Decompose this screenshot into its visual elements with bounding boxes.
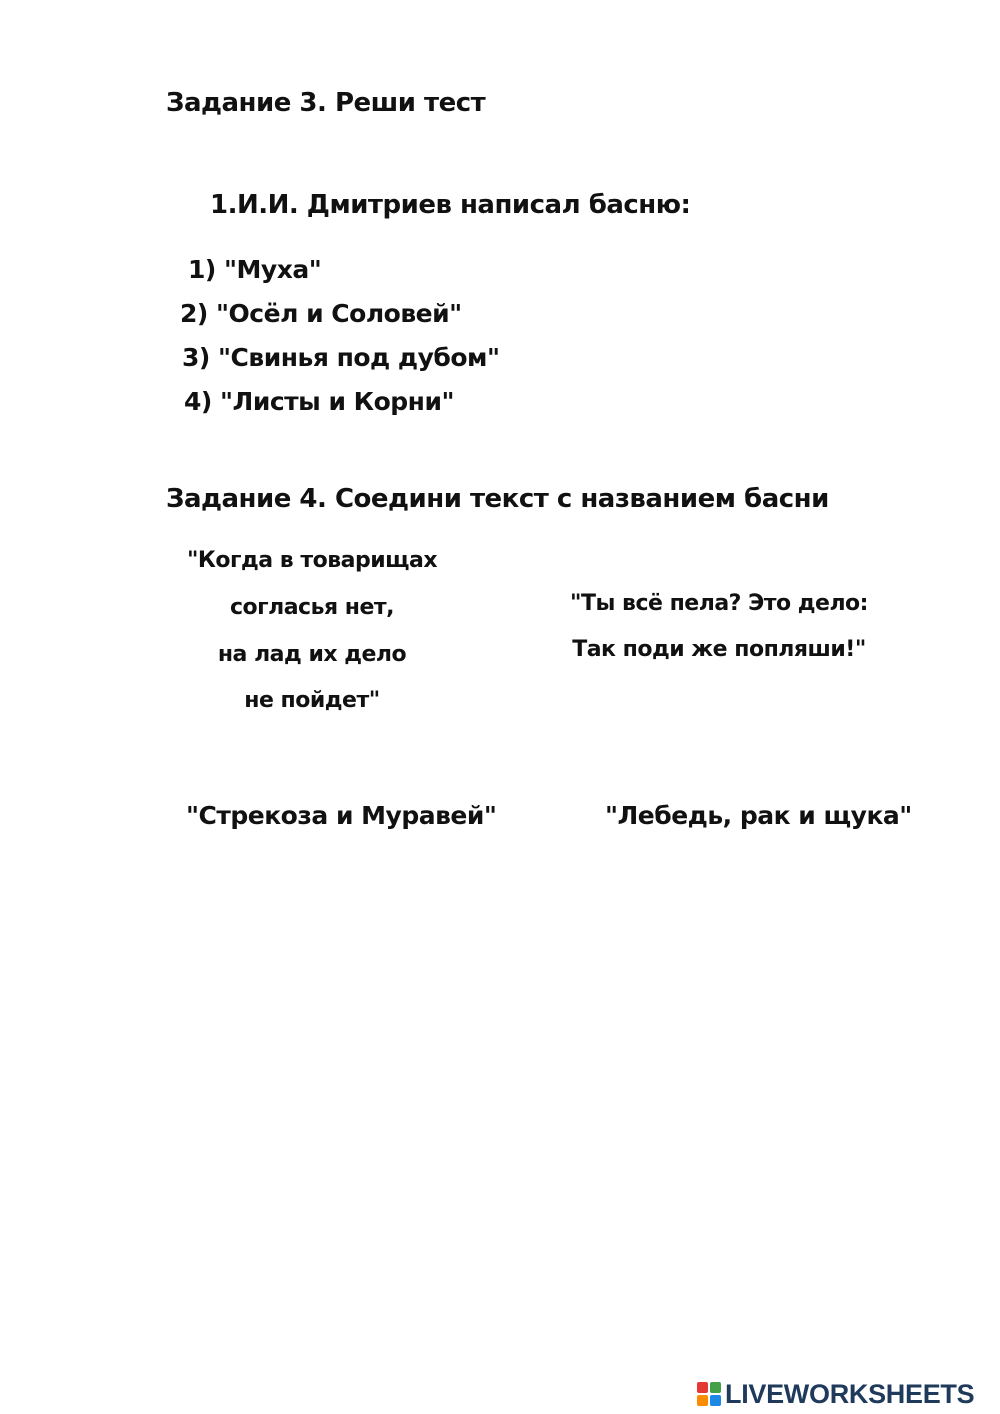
liveworksheets-logo-text: LIVEWORKSHEETS — [725, 1378, 975, 1409]
liveworksheets-logo-icon — [697, 1382, 721, 1406]
task3-question: 1.И.И. Дмитриев написал басню: — [210, 190, 691, 220]
task3-option-1: 1) "Муха" — [188, 255, 322, 284]
task3-heading: Задание 3. Реши тест — [166, 88, 486, 118]
logo-square-2 — [710, 1382, 721, 1393]
fragment-left-line-4: не пойдет" — [244, 688, 380, 713]
fragment-left-line-2: согласья нет, — [229, 595, 395, 620]
fragment-left-line-3: на лад их дело — [217, 642, 407, 667]
task3-option-2: 2) "Осёл и Соловей" — [180, 299, 462, 328]
logo-square-3 — [697, 1395, 708, 1406]
fragment-right-line-1: "Ты всё пела? Это дело: — [570, 591, 868, 616]
task4-heading: Задание 4. Соедини текст с названием басни — [166, 484, 829, 514]
liveworksheets-logo — [697, 1378, 974, 1410]
logo-square-1 — [697, 1382, 708, 1393]
task3-option-3: 3) "Свинья под дубом" — [182, 343, 500, 372]
logo-square-4 — [710, 1395, 721, 1406]
fable-title-left: "Стрекоза и Муравей" — [186, 801, 497, 830]
fragment-left-line-1: "Когда в товарищах — [186, 548, 438, 573]
fragment-right-line-2: Так поди же попляши!" — [572, 637, 866, 662]
fable-title-right: "Лебедь, рак и щука" — [605, 801, 912, 830]
task3-option-4: 4) "Листы и Корни" — [184, 387, 454, 416]
